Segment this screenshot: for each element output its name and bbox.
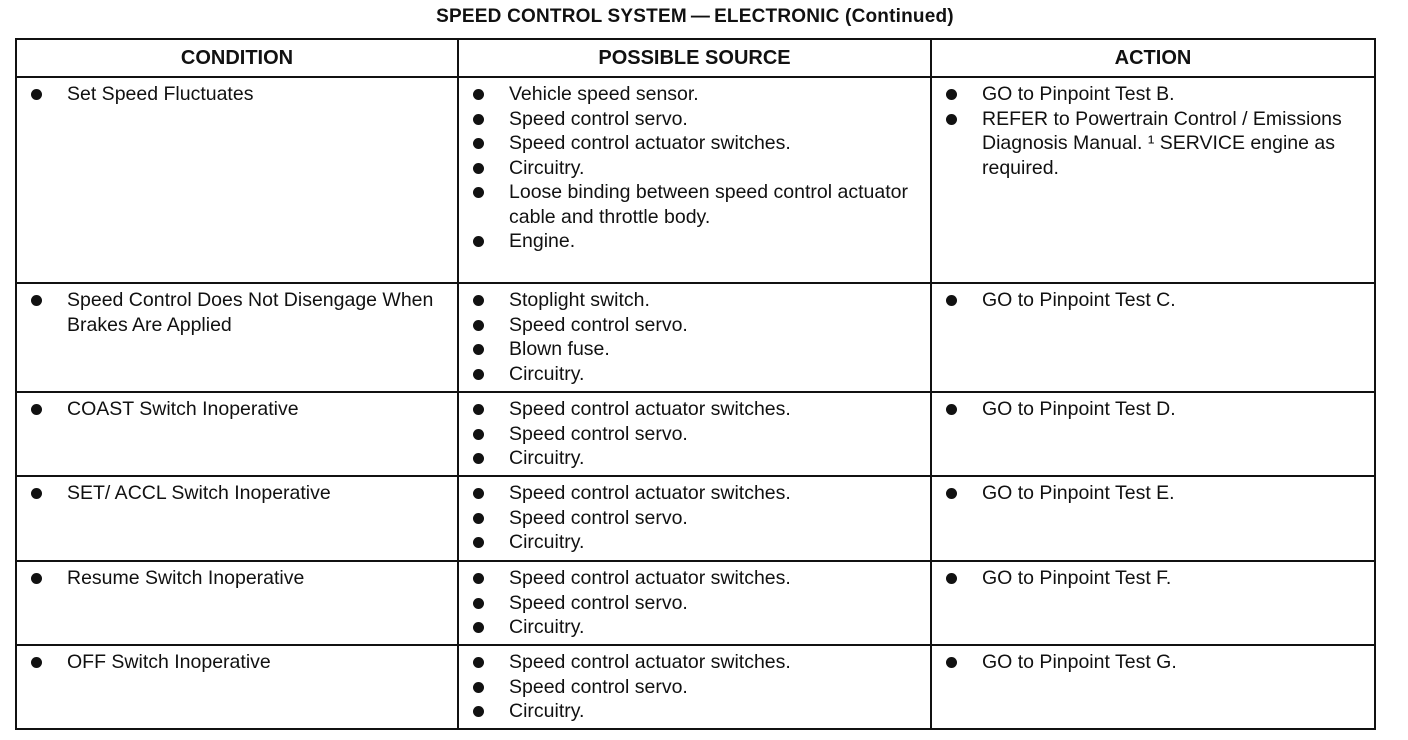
action-item-list xyxy=(944,82,1366,180)
header-action: ACTION xyxy=(931,39,1375,77)
possible-source-cell xyxy=(458,392,931,476)
possible-source-cell xyxy=(458,561,931,645)
source-item: Circuitry. xyxy=(471,530,922,555)
source-item-list xyxy=(471,566,922,640)
table-row xyxy=(16,283,1375,392)
action-item-list xyxy=(944,566,1366,591)
condition-item: COAST Switch Inoperative xyxy=(29,397,449,422)
source-item: Speed control servo. xyxy=(471,422,922,447)
condition-item: SET/ ACCL Switch Inoperative xyxy=(29,481,449,506)
condition-cell xyxy=(16,77,458,283)
diagnosis-table xyxy=(15,38,1376,730)
condition-item: Resume Switch Inoperative xyxy=(29,566,449,591)
source-item: Speed control actuator switches. xyxy=(471,566,922,591)
condition-list xyxy=(29,397,449,422)
table-row xyxy=(16,561,1375,645)
action-cell xyxy=(931,476,1375,561)
action-item-list xyxy=(944,397,1366,422)
source-item: Circuitry. xyxy=(471,362,922,387)
source-item: Speed control servo. xyxy=(471,506,922,531)
source-item: Circuitry. xyxy=(471,699,922,724)
condition-list xyxy=(29,288,449,337)
source-item: Blown fuse. xyxy=(471,337,922,362)
source-item: Stoplight switch. xyxy=(471,288,922,313)
source-item: Speed control actuator switches. xyxy=(471,481,922,506)
source-item-list xyxy=(471,481,922,555)
table-row xyxy=(16,392,1375,476)
condition-cell xyxy=(16,645,458,729)
table-body xyxy=(16,77,1375,729)
condition-list xyxy=(29,650,449,675)
action-cell xyxy=(931,645,1375,729)
condition-list xyxy=(29,566,449,591)
action-cell xyxy=(931,392,1375,476)
header-condition: CONDITION xyxy=(16,39,458,77)
action-cell xyxy=(931,561,1375,645)
table-row xyxy=(16,77,1375,283)
source-item: Engine. xyxy=(471,229,922,254)
source-item: Speed control servo. xyxy=(471,313,922,338)
source-item: Speed control actuator switches. xyxy=(471,650,922,675)
source-item-list xyxy=(471,397,922,471)
condition-list xyxy=(29,82,449,107)
source-item: Circuitry. xyxy=(471,615,922,640)
possible-source-cell xyxy=(458,77,931,283)
source-item-list xyxy=(471,82,922,254)
source-item-list xyxy=(471,650,922,724)
action-item: GO to Pinpoint Test B. xyxy=(944,82,1366,107)
source-item: Loose binding between speed control actuator cable and throttle body. xyxy=(471,180,922,229)
possible-source-cell xyxy=(458,283,931,392)
action-item: GO to Pinpoint Test D. xyxy=(944,397,1366,422)
action-cell xyxy=(931,283,1375,392)
condition-cell xyxy=(16,561,458,645)
header-row xyxy=(16,39,1375,77)
table-row xyxy=(16,645,1375,729)
source-item: Speed control actuator switches. xyxy=(471,131,922,156)
source-item-list xyxy=(471,288,922,386)
action-item: GO to Pinpoint Test G. xyxy=(944,650,1366,675)
source-item: Circuitry. xyxy=(471,446,922,471)
action-item-list xyxy=(944,288,1366,313)
possible-source-cell xyxy=(458,645,931,729)
condition-cell xyxy=(16,392,458,476)
table-row xyxy=(16,476,1375,561)
condition-item: Speed Control Does Not Disengage When Brakes Are Applied xyxy=(29,288,449,337)
source-item: Speed control servo. xyxy=(471,591,922,616)
condition-cell xyxy=(16,283,458,392)
action-cell xyxy=(931,77,1375,283)
source-item: Vehicle speed sensor. xyxy=(471,82,922,107)
action-item: REFER to Powertrain Control / Emissions Diagnosis Manual. ¹ SERVICE engine as required. xyxy=(944,107,1366,181)
source-item: Speed control servo. xyxy=(471,675,922,700)
action-item: GO to Pinpoint Test C. xyxy=(944,288,1366,313)
header-possible-source: POSSIBLE SOURCE xyxy=(458,39,931,77)
condition-item: OFF Switch Inoperative xyxy=(29,650,449,675)
condition-cell xyxy=(16,476,458,561)
source-item: Circuitry. xyxy=(471,156,922,181)
action-item: GO to Pinpoint Test F. xyxy=(944,566,1366,591)
action-item-list xyxy=(944,650,1366,675)
action-item: GO to Pinpoint Test E. xyxy=(944,481,1366,506)
action-item-list xyxy=(944,481,1366,506)
condition-item: Set Speed Fluctuates xyxy=(29,82,449,107)
source-item: Speed control servo. xyxy=(471,107,922,132)
condition-list xyxy=(29,481,449,506)
page-title: SPEED CONTROL SYSTEM — ELECTRONIC (Continued) xyxy=(436,6,954,27)
possible-source-cell xyxy=(458,476,931,561)
source-item: Speed control actuator switches. xyxy=(471,397,922,422)
